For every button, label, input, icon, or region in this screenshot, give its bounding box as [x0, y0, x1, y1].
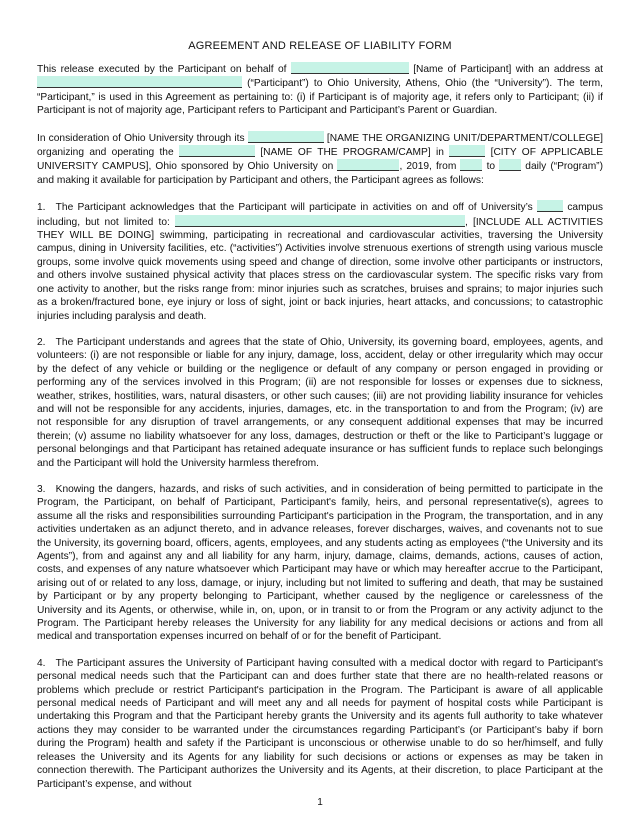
consideration-text-d: [CITY OF APPLICABLE UNIVERSITY CAMPUS], Ohio sponsored by Ohio University on — [37, 147, 603, 173]
campus-name-blank[interactable] — [537, 200, 563, 212]
activities-blank[interactable] — [175, 215, 465, 227]
intro-paragraph — [37, 62, 603, 118]
campus-city-blank[interactable] — [449, 145, 485, 157]
page-number: 1 — [317, 797, 323, 808]
document-title: AGREEMENT AND RELEASE OF LIABILITY FORM — [188, 40, 452, 52]
consideration-text-b: [NAME THE ORGANIZING UNIT/DEPARTMENT/COLLEGE] organizing and operating the — [37, 132, 603, 159]
clause-1 — [37, 200, 603, 323]
participant-address-blank[interactable] — [37, 76, 242, 88]
clause-1-text-b: campus including, but not limited to: — [37, 202, 603, 228]
consideration-text-c: [NAME OF THE PROGRAM/CAMP] in — [260, 147, 444, 159]
start-time-blank[interactable] — [460, 159, 482, 171]
consideration-text-e: , 2019, from — [399, 161, 457, 173]
consideration-text-g: daily (“Program”) and making it available for participation by Participant and others, the Participant agrees as follows: — [37, 161, 603, 186]
consideration-text-f: to — [486, 161, 496, 173]
intro-text-c: (“Participant”) to Ohio University, Athens, Ohio (the “University”). The term, “Participant,” is used in this Agreement as pertaining to: (i) if Participant is of majority age, it refers only to Participant; (ii) if Participant is not of majority age, Participant refers to Participant and Participant’s Parent or Guardian. — [37, 78, 603, 117]
clause-3: 3. Knowing the dangers, hazards, and risks of such activities, and in consideration of being permitted to participate in the Program, the Participant, on behalf of Participant, Participant's family, heirs, and personal representative(s), agrees to assume all the risks and responsibilities surrounding Participant's participation in the Program, the transportation, and in any activities undertaken as an adjunct thereto, and in advance releases, forever discharges, waives, and covenants not to sue the University, its governing board, officers, agents, employees, and any students acting as employees (“the University and its Agents”), from and against any and all liability for any harm, injury, damage, claims, demands, actions, causes of action, costs, and expenses of any nature whatsoever which Participant may have or which may hereafter accrue to the Participant, arising out of or related to any loss, damage, or injury, including but not limited to suffering and death, that may be sustained by Participant or by any property belonging to Participant, whether caused by the negligence or carelessness of the University and its Agents, or otherwise, while in, on, upon, or in transit to or from the Program or any activity adjunct to the Program. The Participant hereby releases the University for any liability for any medical decisions or actions and from all medical and transportation expenses incurred on behalf of or for the benefit of Participant. — [37, 483, 603, 643]
intro-text-a: This release executed by the Participant on behalf of — [37, 64, 287, 75]
intro-text-b: [Name of Participant] with an address at — [413, 64, 603, 75]
program-name-blank[interactable] — [179, 145, 255, 157]
document-body — [37, 62, 603, 791]
clause-2: 2. The Participant understands and agrees that the state of Ohio, University, its governing board, employees, agents, and volunteers: (i) are not responsible or liable for any injury, damage, loss, accident, delay or other irregularity which may occur by the defect of any vehicle or building or the negligence or default of any company or person engaged in providing or performing any of the services involved in this Program; (ii) are not responsible for losses or expenses due to sickness, weather, strikes, hostilities, wars, natural disasters, or other such causes; (iii) are not providing liability insurance for vehicles and will not be responsible for any accidents, injuries, damages, etc. in the transportation to and from the Program; (iv) are not responsible for any disruption of travel arrangements, or any consequent additional expenses that may be incurred therein; (v) assume no liability whatsoever for any loss, damages, destruction or theft or the like to Participant’s luggage or personal belongings and that Participant has retained adequate insurance or has sufficient funds to replace such belongings and the Participant will hold the University harmless therefrom. — [37, 336, 603, 469]
consideration-text-a: In consideration of Ohio University through its — [37, 132, 245, 144]
clause-4: 4. The Participant assures the University of Participant having consulted with a medical doctor with regard to Participant's personal medical needs such that the Participant can and does further state that there are no health-related reasons or problems which preclude or restrict Participant's participation in the Program. The Participant is aware of all applicable personal medical needs of Participant and will meet any and all needs for payment of hospital costs while Participant is undertaking this Program and that the Participant hereby grants the University and its agents full authority to take whatever actions they may consider to be warranted under the circumstances regarding Participant’s (or Participant’s baby if born during the Program) health and safety if the Participant is unconscious or otherwise unable to do so her/himself, and fully releases the University and its Agents for any liability for such decisions or actions or expenses as may be taken in connection therewith. The Participant authorizes the University and its Agents, at their discretion, to place Participant at the Participant’s expense, and without — [37, 657, 603, 790]
clause-1-text-a: 1. The Participant acknowledges that the Participant will participate in activities on and off of University’s — [37, 202, 533, 214]
end-time-blank[interactable] — [499, 159, 521, 171]
clause-1-text-c: , [INCLUDE ALL ACTIVITIES THEY WILL BE DOING] swimming, participating in recreational and cardiovascular activities, traversing the University campus, dining in University facilities, etc. (“activities”) Activities involve strenuous exertions of strength using various muscle groups, some involve quick movements using speed and change of direction, some involve other participants or instructors, and others involve sustained physical activity that places stress on the cardiovascular system. The specific risks vary from one activity to another, but the risks range from: minor injuries such as scratches, bruises and sprains; to major injuries such as a broken/fractured bone, eye injury or loss of sight, joint or back injuries, heart attacks, and concussions; to catastrophic injuries including paralysis and death. — [37, 216, 603, 322]
organizing-unit-blank[interactable] — [248, 131, 324, 143]
consideration-paragraph — [37, 131, 603, 188]
program-date-blank[interactable] — [337, 159, 399, 171]
participant-name-blank[interactable] — [291, 62, 409, 74]
